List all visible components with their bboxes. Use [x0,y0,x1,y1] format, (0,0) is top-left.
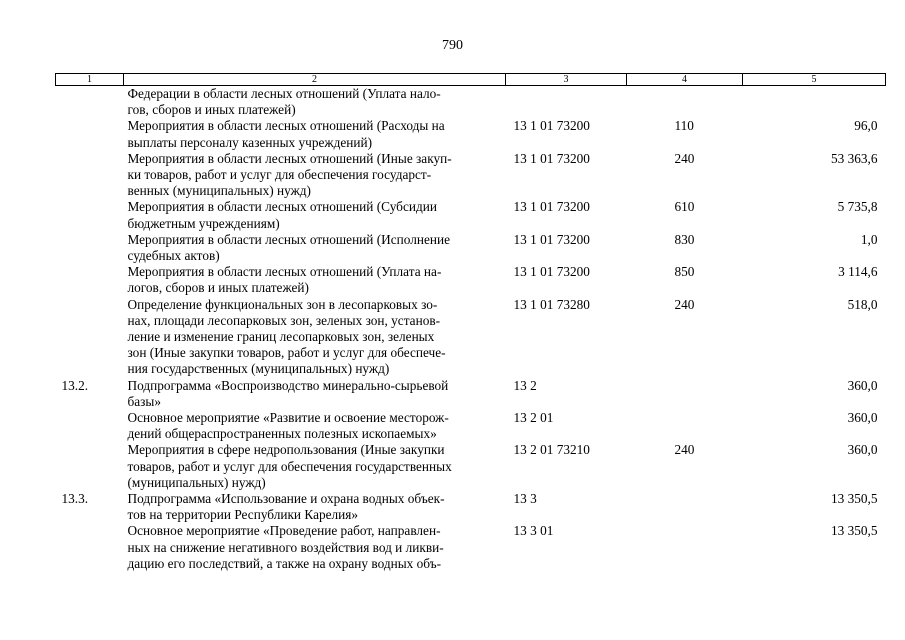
row-number [56,118,124,150]
row-vr-code [627,86,743,119]
row-amount [743,86,886,119]
table-row [56,199,886,231]
row-csr-code [506,86,627,119]
row-name: Мероприятия в сфере недропользования (Иные закупки товаров, работ и услуг для обеспечения государственных (муниципальных) нужд) [127,442,452,490]
table-row [56,118,886,150]
row-vr-code [627,410,743,442]
table-row [56,442,886,491]
row-vr-code: 240 [674,442,695,458]
row-number [56,151,124,200]
table-row [56,86,886,119]
budget-table [55,73,886,572]
row-csr-code: 13 1 01 73200 [513,231,590,247]
row-name: Мероприятия в области лесных отношений (Иные закуп- ки товаров, работ и услуг для обеспечения государст- венных (муниципальных) нужд) [127,150,452,199]
row-number [56,410,124,442]
page-number: 790 [442,38,463,53]
row-name: Подпрограмма «Воспроизводство минерально-сырьевой базы» [127,377,449,409]
row-number [56,86,124,119]
row-number [56,523,124,572]
row-amount: 360,0 [847,442,878,458]
table-row [56,491,886,523]
table-header [56,74,886,86]
row-name: Основное мероприятие «Проведение работ, направлен- ных на снижение негативного воздействия вод и ликви- дацию его последствий, а также на охрану водных объ- [127,523,444,571]
row-amount: 1,0 [860,231,878,247]
table-row [56,232,886,264]
row-name: Подпрограмма «Использование и охрана водных объек- тов на территории Республики Карелия» [127,491,445,523]
row-number [56,199,124,231]
row-number: 13.3. [61,491,89,507]
table-body [56,86,886,573]
header-row [56,74,886,86]
row-csr-code: 13 2 [513,377,537,393]
row-csr-code: 13 3 01 [513,523,554,539]
table-row [56,378,886,410]
row-number [56,264,124,296]
table-row [56,151,886,200]
row-csr-code: 13 2 01 73210 [513,442,590,458]
row-name: Определение функциональных зон в лесопарковых зо- нах, площади лесопарковых зон, зеленых зон, установ- ление и изменение границ лесопарковых зон, зеленых зон (Иные закупки товаров, работ и услуг для обеспече- ния государственных (муниципальных) нужд) [127,296,446,377]
row-number [56,232,124,264]
row-number: 13.2. [61,377,89,393]
row-vr-code: 240 [674,296,695,312]
header-col-3: 3 [506,74,627,86]
row-number [56,297,124,378]
row-number [56,442,124,491]
header-col-5: 5 [743,74,886,86]
row-vr-code: 240 [674,150,695,166]
row-vr-code [627,378,743,410]
row-vr-code [627,491,743,523]
row-name: Мероприятия в области лесных отношений (Уплата на- логов, сборов и иных платежей) [127,264,442,296]
table-row [56,523,886,572]
row-amount: 53 363,6 [830,150,878,166]
row-csr-code: 13 3 [513,491,537,507]
table-row [56,264,886,296]
row-amount: 360,0 [847,410,878,426]
row-csr-code: 13 1 01 73280 [513,296,590,312]
row-name: Мероприятия в области лесных отношений (Расходы на выплаты персоналу казенных учреждений) [127,118,445,150]
header-col-1: 1 [56,74,124,86]
row-name: Мероприятия в области лесных отношений (Исполнение судебных актов) [127,231,451,264]
row-csr-code: 13 1 01 73200 [513,264,590,280]
row-vr-code: 110 [674,118,694,134]
table-row [56,297,886,378]
row-amount: 518,0 [847,296,878,312]
row-amount: 5 735,8 [837,199,878,215]
row-csr-code: 13 1 01 73200 [513,118,590,134]
row-vr-code [627,523,743,572]
row-csr-code: 13 1 01 73200 [513,150,590,166]
row-name: Основное мероприятие «Развитие и освоение месторож- дений общераспространенных полезных ископаемых» [127,410,449,442]
row-vr-code: 610 [674,199,695,215]
row-amount: 13 350,5 [830,491,878,507]
row-amount: 360,0 [847,377,878,393]
row-amount: 3 114,6 [838,264,878,280]
row-amount: 13 350,5 [830,523,878,539]
row-name: Мероприятия в области лесных отношений (Субсидии бюджетным учреждениям) [127,199,437,231]
header-col-2: 2 [124,74,506,86]
row-amount: 96,0 [854,118,878,134]
row-name: Федерации в области лесных отношений (Уплата нало- гов, сборов и иных платежей) [127,86,441,118]
row-vr-code: 830 [674,231,695,247]
row-vr-code: 850 [674,264,695,280]
table-row [56,410,886,442]
header-col-4: 4 [627,74,743,86]
row-csr-code: 13 2 01 [513,410,554,426]
row-csr-code: 13 1 01 73200 [513,199,590,215]
